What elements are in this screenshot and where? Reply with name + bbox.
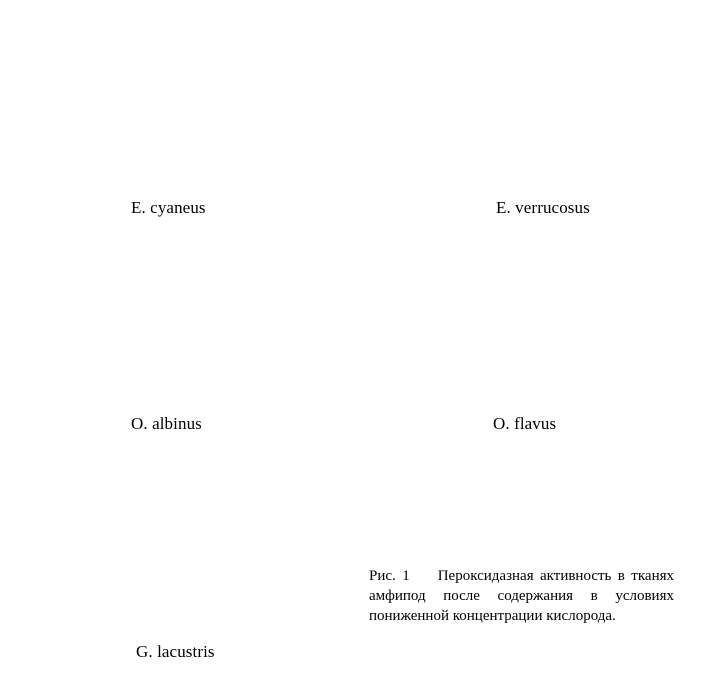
species-label-o-albinus: O. albinus bbox=[131, 414, 202, 433]
species-label-e-verrucosus: E. verrucosus bbox=[496, 198, 590, 217]
species-label-g-lacustris: G. lacustris bbox=[136, 642, 215, 661]
figure-caption bbox=[369, 566, 674, 626]
figure-caption-text: Пероксидазная активность в тканях амфипод после содержания в условиях пониженной концентрации кислорода. bbox=[369, 568, 674, 624]
species-label-e-cyaneus: E. cyaneus bbox=[131, 198, 206, 217]
figure-number: Рис. 1 bbox=[369, 568, 410, 584]
species-label-o-flavus: O. flavus bbox=[493, 414, 557, 433]
